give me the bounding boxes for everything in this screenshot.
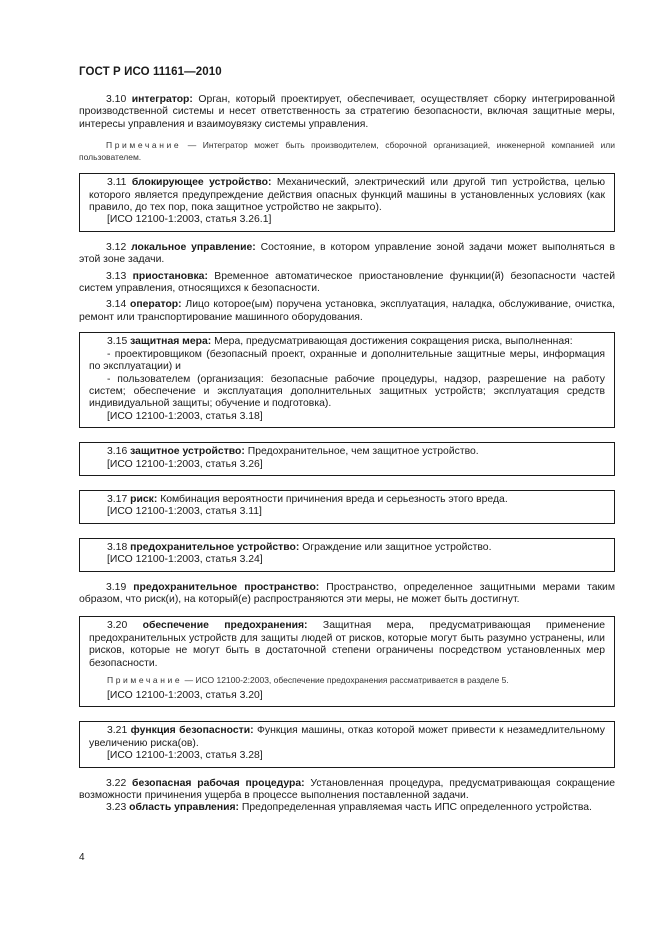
term-number: 3.15 bbox=[107, 336, 128, 348]
term-name: безопасная рабочая процедура: bbox=[132, 777, 305, 789]
term-3-10 bbox=[79, 94, 615, 131]
term-number: 3.21 bbox=[107, 725, 128, 737]
term-definition: Пространство, определенное защитными мерами таким образом, что риск(и), на который(е) распространяются эти меры, не может быть достигнут. bbox=[79, 581, 616, 605]
term-number: 3.18 bbox=[107, 541, 128, 553]
term-number: 3.20 bbox=[107, 620, 128, 632]
term-name: защитное устройство: bbox=[130, 446, 245, 458]
term-name: область управления: bbox=[129, 802, 240, 814]
term-definition: Ограждение или защитное устройство. bbox=[299, 541, 492, 553]
note-label: Примечание bbox=[107, 675, 183, 685]
page-number: 4 bbox=[79, 852, 85, 863]
term-box-3-16 bbox=[79, 442, 615, 476]
note-3-20 bbox=[89, 674, 605, 686]
note-3-10 bbox=[79, 139, 615, 163]
term-box-3-15 bbox=[79, 332, 615, 428]
note-text: — Интегратор может быть производителем, сборочной организацией, инженерной компанией или пользователем. bbox=[79, 140, 615, 163]
term-name: предохранительное пространство: bbox=[133, 581, 320, 593]
term-reference: [ИСО 12100-1:2003, статья 3.20] bbox=[107, 690, 263, 701]
term-box-3-17 bbox=[79, 490, 615, 524]
standard-header: ГОСТ Р ИСО 11161—2010 bbox=[79, 66, 222, 78]
term-box-3-18 bbox=[79, 538, 615, 572]
term-box-3-20 bbox=[79, 616, 615, 707]
term-definition: Механический, электрический или другой тип устройства, целью которого является предупреждение действия опасных функций машины в установленных условиях (как правило, до тех пор, пока защитное устройство не закрыто). bbox=[89, 177, 605, 214]
term-number: 3.16 bbox=[107, 446, 128, 458]
term-reference: [ИСО 12100-1:2003, статья 3.11] bbox=[107, 506, 262, 518]
term-definition: Лицо которое(ым) поручена установка, эксплуатация, наладка, обслуживание, очистка, ремонт или транспортирование машинного оборудования. bbox=[79, 299, 615, 323]
term-definition: Орган, который проектирует, обеспечивает, осуществляет сборку интегрированной производственной системы и несет ответственность за стратегию безопасности, включая защитные меры, интересы управления и взаимоувязку системы управления. bbox=[79, 94, 616, 130]
term-reference: [ИСО 12100-1:2003, статья 3.18] bbox=[107, 410, 263, 422]
term-definition: Защитная мера, предусматривающая применение предохранительных устройств для защиты людей от рисков, которые могут быть разумно устранены, или рисков, которые не могут быть в достаточной степени ограничены посредством установленных мер безопасности. bbox=[89, 620, 606, 669]
term-name: оператор: bbox=[129, 299, 182, 311]
term-definition: Временное автоматическое приостановление функции(й) безопасности частей систем управления, относящихся к безопасности. bbox=[79, 270, 615, 295]
term-definition: Состояние, в котором управление зоной задачи может выполняться в этой зоне задачи. bbox=[79, 241, 615, 266]
term-box-3-11 bbox=[79, 173, 615, 232]
term-name: блокирующее устройство: bbox=[131, 177, 272, 189]
term-3-13 bbox=[79, 271, 615, 296]
term-definition: Предопределенная управляемая часть ИПС определенного устройства. bbox=[239, 802, 592, 814]
term-reference: [ИСО 12100-1:2003, статья 3.28] bbox=[107, 750, 263, 762]
term-number: 3.13 bbox=[106, 270, 127, 282]
term-name: обеспечение предохранения: bbox=[142, 620, 308, 632]
term-number: 3.12 bbox=[106, 241, 127, 253]
list-item: - пользователем (организация: безопасные рабочие процедуры, надзор, разрешение на работу систем; обеспечение и эксплуатация дополнительных защитных устройств; эксплуатация средств индивидуальной защиты; обучение и подготовка). bbox=[89, 373, 605, 410]
term-number: 3.22 bbox=[106, 777, 127, 789]
term-definition: Мера, предусматривающая достижения сокращения риска, выполненная: bbox=[211, 336, 573, 348]
term-3-23 bbox=[79, 802, 615, 814]
list-item: - проектировщиком (безопасный проект, охранные и дополнительные защитные меры, информация по эксплуатации) и bbox=[89, 348, 605, 373]
term-name: функция безопасности: bbox=[130, 725, 254, 737]
term-number: 3.11 bbox=[107, 177, 127, 189]
term-name: риск: bbox=[130, 493, 158, 505]
term-name: локальное управление: bbox=[131, 241, 256, 253]
term-3-22 bbox=[79, 778, 615, 803]
term-number: 3.23 bbox=[106, 802, 127, 814]
term-definition: Комбинация вероятности причинения вреда и серьезность этого вреда. bbox=[157, 493, 508, 505]
term-reference: [ИСО 12100-1:2003, статья 3.26] bbox=[107, 458, 263, 470]
term-number: 3.19 bbox=[106, 581, 127, 593]
term-3-14 bbox=[79, 299, 615, 324]
term-definition: Функция машины, отказ которой может привести к незамедлительному увеличению риска(ов). bbox=[89, 725, 605, 749]
note-text: — ИСО 12100-2:2003, обеспечение предохранения рассматривается в разделе 5. bbox=[182, 675, 509, 685]
term-name: интегратор: bbox=[131, 94, 193, 105]
term-number: 3.10 bbox=[106, 94, 127, 105]
term-number: 3.14 bbox=[106, 299, 127, 311]
note-label: Примечание bbox=[106, 140, 182, 151]
term-name: защитная мера: bbox=[130, 336, 212, 348]
terms-content bbox=[79, 94, 615, 815]
term-number: 3.17 bbox=[107, 493, 128, 505]
term-definition: Установленная процедура, предусматривающая сокращение возможности причинения ущерба в процессе выполнения поставленной задачи. bbox=[79, 777, 615, 802]
term-name: приостановка: bbox=[132, 270, 208, 282]
term-box-3-21 bbox=[79, 721, 615, 767]
term-3-19 bbox=[79, 582, 615, 607]
term-reference: [ИСО 12100-1:2003, статья 3.24] bbox=[107, 554, 263, 566]
term-definition: Предохранительное, чем защитное устройство. bbox=[244, 446, 479, 458]
term-name: предохранительное устройство: bbox=[130, 541, 300, 553]
term-3-12 bbox=[79, 242, 615, 267]
term-reference: [ИСО 12100-1:2003, статья 3.26.1] bbox=[107, 214, 272, 226]
